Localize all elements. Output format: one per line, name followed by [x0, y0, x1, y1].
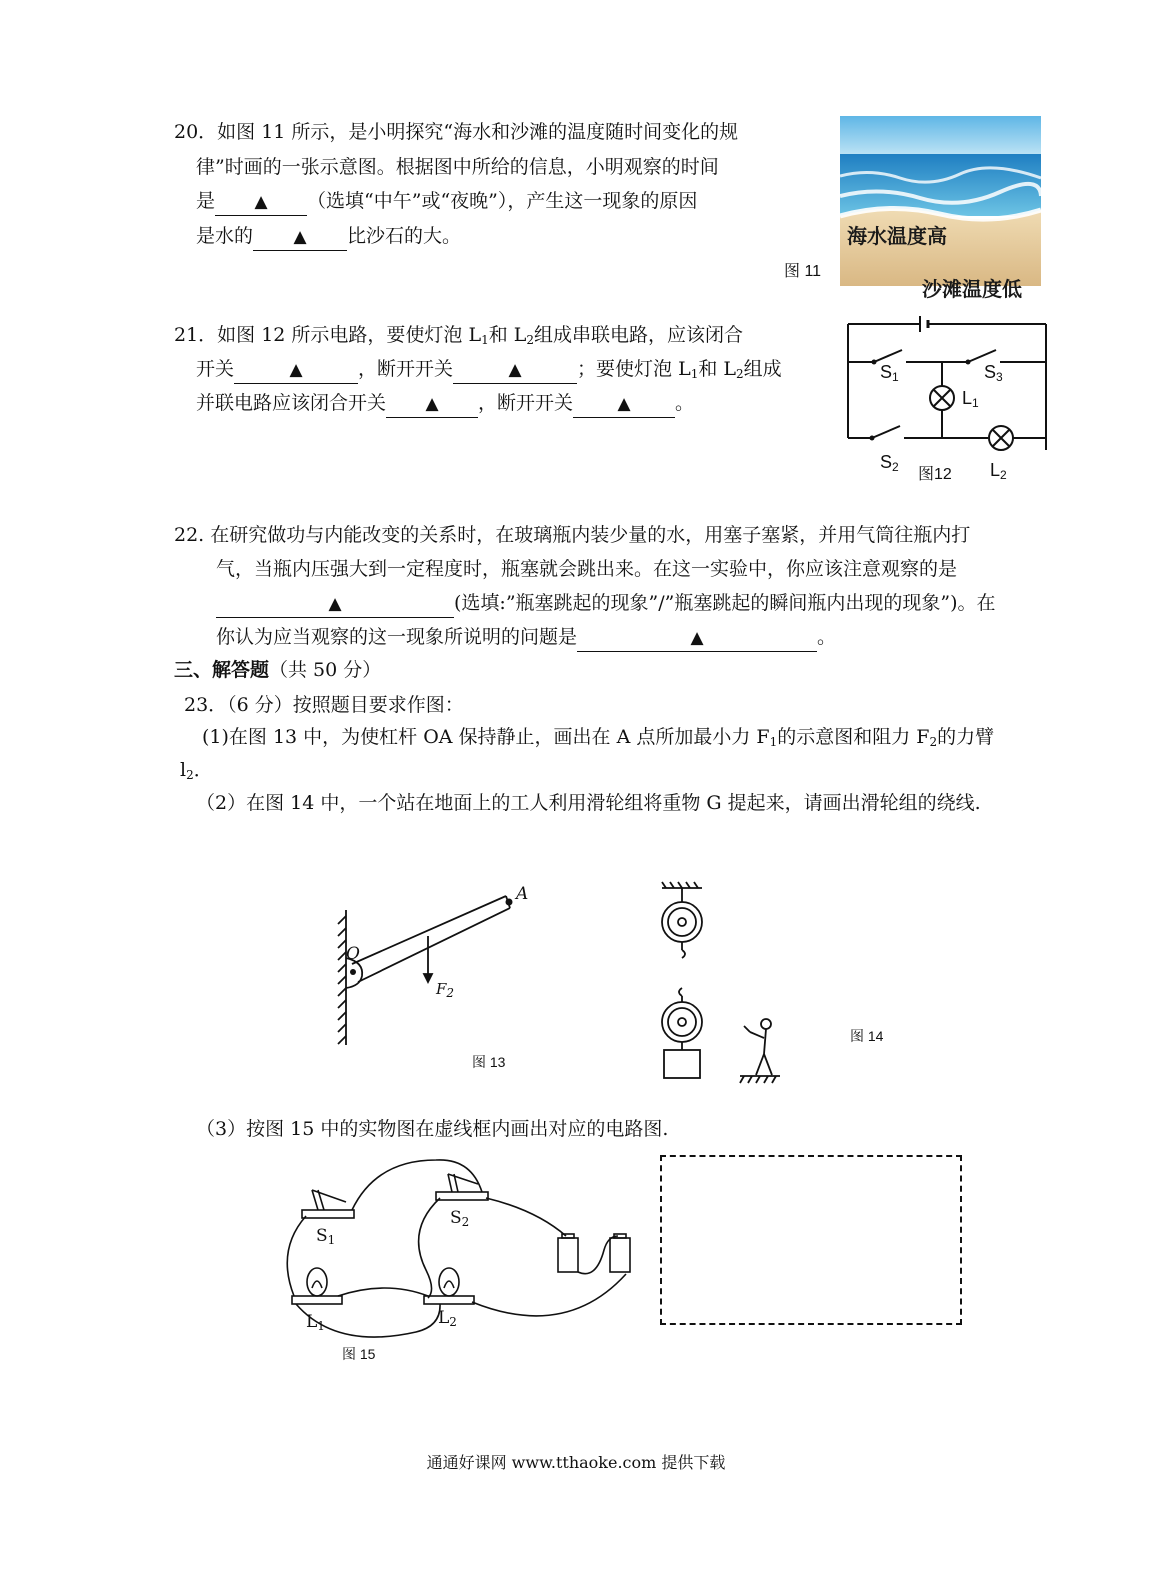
q21-line3-post: 。 — [675, 392, 695, 414]
page-footer: 通通好课网 www.tthaoke.com 提供下载 — [426, 1453, 726, 1472]
label-letter: S — [984, 362, 997, 382]
subscript: 2 — [736, 367, 744, 381]
q21-line3 — [196, 386, 694, 420]
answer-mark: ▲ — [508, 360, 522, 380]
subscript: 1 — [690, 367, 699, 381]
q21-blank-1[interactable] — [234, 356, 358, 384]
fig11-label-beach: 沙滩温度低 — [922, 279, 1022, 301]
subscript: 2 — [1000, 468, 1007, 482]
subscript: 2 — [461, 1215, 470, 1229]
q23-part1-post: 的力臂 — [937, 726, 995, 748]
fig15-label-s2 — [450, 1208, 469, 1229]
q22-blank-2[interactable] — [577, 624, 817, 652]
fig14-pulley-diagram — [640, 880, 780, 1085]
q20-line4-pre: 是水的 — [196, 225, 254, 247]
fig13-caption: 图 13 — [472, 1054, 506, 1070]
label-letter: S — [880, 362, 893, 382]
fig12-caption: 图12 — [918, 466, 952, 483]
q21-line2-mid: ，断开开关 — [358, 358, 454, 380]
fig15-caption: 图 15 — [342, 1346, 376, 1362]
subscript: 2 — [929, 735, 938, 749]
answer-mark: ▲ — [690, 628, 704, 648]
fig15-label-s1 — [316, 1226, 335, 1247]
subscript: 1 — [317, 1319, 325, 1333]
q20-line2: 律”时画的一张示意图。根据图中所给的信息，小明观察的时间 — [196, 156, 719, 178]
fig13-label-a: A — [516, 884, 529, 904]
q20-line3-post: （选填“中午”或“夜晚”），产生这一现象的原因 — [307, 190, 698, 212]
q20-line3 — [196, 184, 697, 218]
answer-mark: ▲ — [617, 394, 631, 414]
subscript: 2 — [449, 1315, 457, 1329]
label-letter: L — [962, 388, 973, 408]
q21-line2-mid3: 和 L — [698, 358, 737, 380]
q21-line1-pre: 21．如图 12 所示电路，要使灯泡 L — [174, 324, 482, 346]
q23-head: 23．（6 分）按照题目要求作图： — [184, 694, 464, 716]
subscript: 2 — [892, 460, 899, 474]
subscript: 2 — [446, 986, 455, 1000]
q20-line3-pre: 是 — [196, 190, 216, 212]
answer-mark: ▲ — [425, 394, 439, 414]
q20-line4 — [196, 219, 461, 253]
fig15-label-l1 — [306, 1312, 325, 1333]
subscript: 1 — [769, 735, 778, 749]
answer-mark: ▲ — [289, 360, 303, 380]
q21-line2-mid2: ；要使灯泡 L — [577, 358, 691, 380]
q21-line3-mid: ，断开开关 — [478, 392, 574, 414]
q20-line4-post: 比沙石的大。 — [347, 225, 462, 247]
q22-line4-pre: 你认为应当观察的这一现象所说明的问题是 — [216, 626, 578, 648]
section3-points: （共 50 分） — [269, 659, 382, 681]
section3-heading — [174, 653, 381, 687]
subscript: 1 — [972, 396, 979, 410]
label-letter: S — [880, 452, 893, 472]
subscript: 2 — [526, 333, 535, 347]
q21-blank-3[interactable] — [386, 390, 478, 418]
subscript: 2 — [186, 768, 194, 782]
q23-part1-l: l — [180, 759, 187, 781]
fig14-caption: 图 14 — [850, 1028, 884, 1044]
fig12-label-l2 — [990, 460, 1007, 482]
q21-blank-2[interactable] — [453, 356, 577, 384]
q22-line4-post: 。 — [817, 626, 837, 648]
q21-line1-post: 组成串联电路，应该闭合 — [534, 324, 744, 346]
q21-line1-mid: 和 L — [488, 324, 527, 346]
q22-line3-post: (选填:”瓶塞跳起的现象”/”瓶塞跳起的瞬间瓶内出现的现象”)。在 — [454, 592, 996, 614]
answer-mark: ▲ — [254, 192, 268, 212]
q21-line2-post: 组成 — [743, 358, 782, 380]
label-letter: S — [450, 1208, 462, 1228]
q21-blank-4[interactable] — [573, 390, 675, 418]
q22-blank-1[interactable] — [216, 590, 454, 618]
fig12-label-s3 — [984, 362, 1003, 384]
circuit-answer-box[interactable] — [660, 1155, 962, 1325]
fig11-label-sea: 海水温度高 — [847, 226, 947, 248]
q21-line3-pre: 并联电路应该闭合开关 — [196, 392, 387, 414]
q23-part3: （3）按图 15 中的实物图在虚线框内画出对应的电路图. — [196, 1118, 669, 1140]
subscript: 1 — [481, 333, 489, 347]
answer-mark: ▲ — [328, 594, 342, 614]
fig13-label-o: O — [346, 944, 360, 964]
subscript: 3 — [996, 370, 1003, 384]
q23-part2: （2）在图 14 中，一个站在地面上的工人利用滑轮组将重物 G 提起来，请画出滑轮组的绕线. — [196, 792, 981, 814]
label-letter: F — [436, 980, 447, 998]
answer-mark: ▲ — [293, 227, 307, 247]
section3-title: 三、解答题 — [174, 659, 270, 681]
subscript: 1 — [892, 370, 899, 384]
fig12-label-l1 — [962, 388, 979, 410]
q21-line2-pre: 开关 — [196, 358, 235, 380]
subscript: 1 — [327, 1233, 336, 1247]
fig12-label-s2 — [880, 452, 899, 474]
q22-line3 — [216, 586, 995, 620]
fig15-label-l2 — [438, 1308, 457, 1329]
q22-line4 — [216, 620, 836, 654]
fig12-label-s1 — [880, 362, 899, 384]
q23-part1-mid: 的示意图和阻力 F — [777, 726, 930, 748]
q20-line1: 20．如图 11 所示，是小明探究“海水和沙滩的温度随时间变化的规 — [174, 121, 739, 143]
q20-blank-1[interactable] — [215, 188, 307, 216]
q20-blank-2[interactable] — [253, 223, 347, 251]
fig11-caption: 图 11 — [784, 263, 822, 280]
q23-part1-text: (1)在图 13 中，为使杠杆 OA 保持静止，画出在 A 点所加最小力 F — [202, 726, 770, 748]
label-letter: L — [990, 460, 1001, 480]
label-letter: L — [306, 1312, 318, 1332]
q23-part1-line1 — [202, 720, 994, 759]
q22-line2: 气，当瓶内压强大到一定程度时，瓶塞就会跳出来。在这一实验中，你应该注意观察的是 — [216, 558, 958, 580]
fig11-beach-image — [840, 116, 1041, 286]
fig13-lever-diagram — [320, 880, 550, 1050]
q23-part1-end: ． — [193, 759, 213, 781]
label-letter: L — [438, 1308, 450, 1328]
q22-line1: 22. 在研究做功与内能改变的关系时，在玻璃瓶内装少量的水，用塞子塞紧，并用气筒往瓶内打 — [174, 524, 971, 546]
fig13-label-f2 — [436, 980, 454, 1000]
label-letter: S — [316, 1226, 328, 1246]
